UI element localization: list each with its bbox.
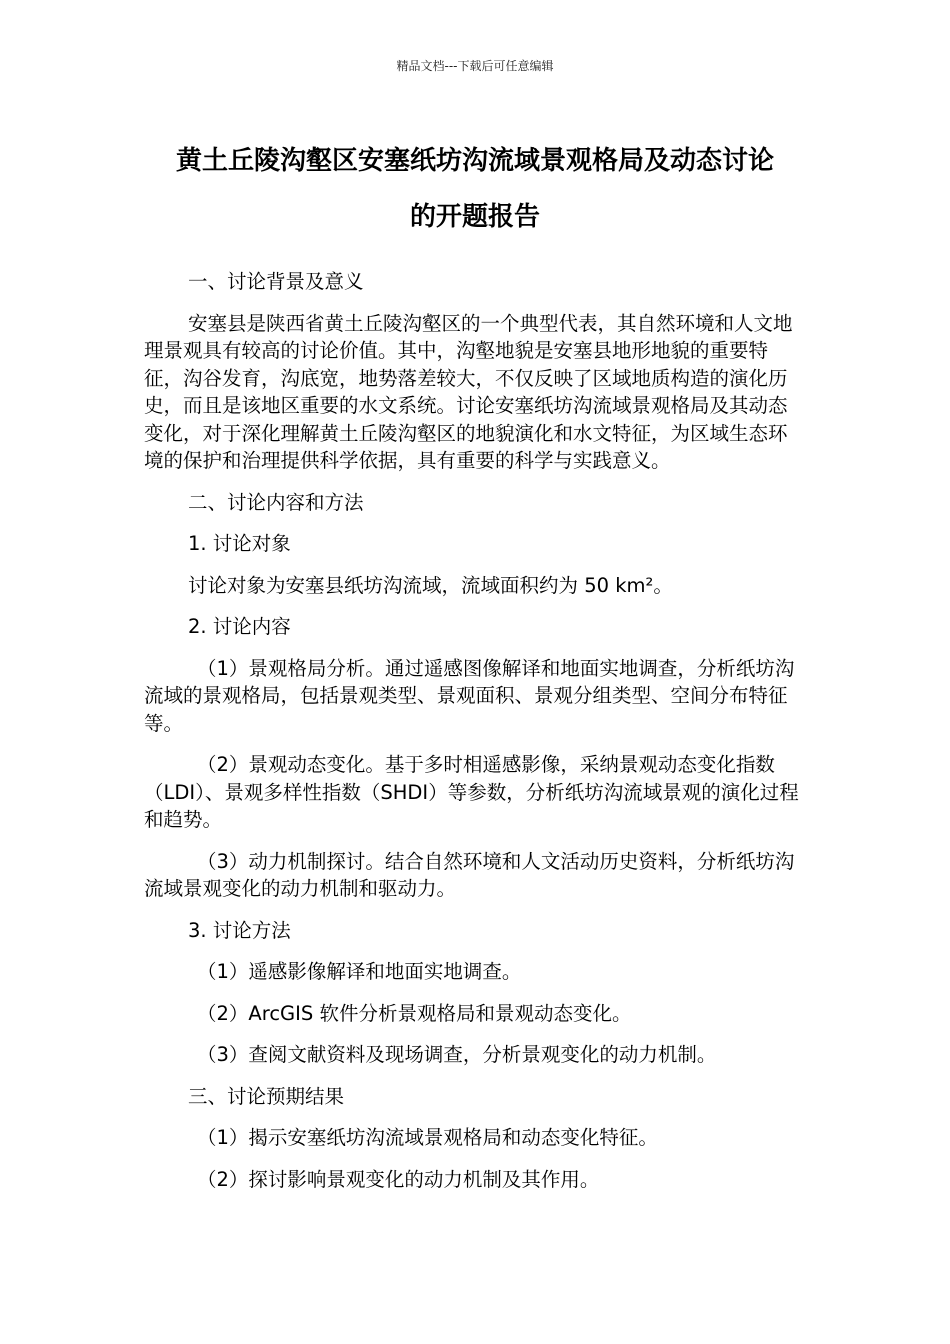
list-item: （3）动力机制探讨。结合自然环境和人文活动历史资料，分析纸坊沟流域景观变化的动力机制和驱动力。: [144, 849, 795, 900]
title-line-1: 黄土丘陵沟壑区安塞纸坊沟流域景观格局及动态讨论: [175, 146, 774, 176]
paragraph: 安塞县是陕西省黄土丘陵沟壑区的一个典型代表，其自然环境和人文地理景观具有较高的讨论价值。其中，沟壑地貌是安塞县地形地貌的重要特征，沟谷发育，沟底宽，地势落差较大，不仅反映了区域地质构造的演化历史，而且是该地区重要的水文系统。讨论安塞纸坊沟流域景观格局及其动态变化，对于深化理解黄土丘陵沟壑区的地貌演化和水文特征，为区域生态环境的保护和治理提供科学依据，具有重要的科学与实践意义。: [144, 311, 793, 472]
document-title: [100, 133, 850, 245]
subsection-heading: 1. 讨论对象: [188, 532, 291, 555]
section-heading: 三、讨论预期结果: [188, 1084, 345, 1108]
section-heading: 一、讨论背景及意义: [188, 270, 364, 293]
document-body: [144, 268, 806, 1207]
title-line-2: 的开题报告: [409, 202, 540, 232]
list-item: （2）景观动态变化。基于多时相遥感影像，采纳景观动态变化指数（LDI）、景观多样性指数（SHDI）等参数，分析纸坊沟流域景观的演化过程和趋势。: [144, 753, 799, 831]
paragraph: 讨论对象为安塞县纸坊沟流域，流域面积约为 50 km²。: [188, 573, 673, 597]
list-item: （1）遥感影像解译和地面实地调查。: [197, 960, 522, 983]
page-header: 精品文档---下载后可任意编辑: [396, 59, 554, 73]
subsection-heading: 2. 讨论内容: [188, 615, 291, 638]
list-item: （2）ArcGIS 软件分析景观格局和景观动态变化。: [197, 1001, 632, 1025]
list-item: （3）查阅文献资料及现场调查，分析景观变化的动力机制。: [197, 1043, 717, 1066]
list-item: （1）揭示安塞纸坊沟流域景观格局和动态变化特征。: [197, 1126, 658, 1149]
subsection-heading: 3. 讨论方法: [188, 918, 291, 942]
section-heading: 二、讨论内容和方法: [188, 490, 364, 514]
list-item: （2）探讨影响景观变化的动力机制及其作用。: [197, 1167, 600, 1191]
list-item: （1）景观格局分析。通过遥感图像解译和地面实地调查，分析纸坊沟流域的景观格局，包括景观类型、景观面积、景观分组类型、空间分布特征等。: [144, 656, 795, 735]
